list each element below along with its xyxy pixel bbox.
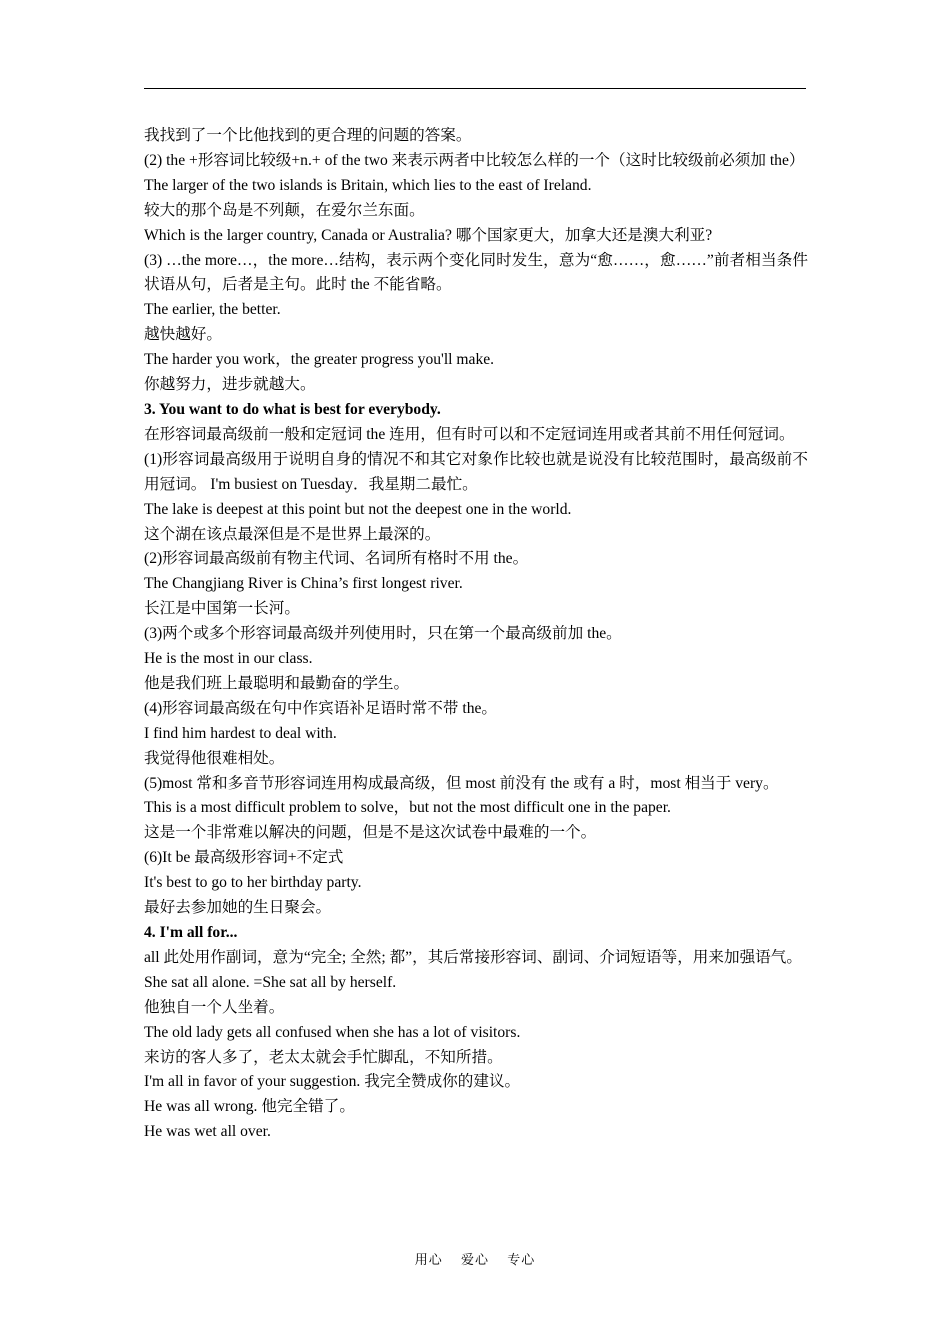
text-line: (2) the +形容词比较级+n.+ of the two 来表示两者中比较怎么样的一个（这时比较级前必须加 the） [144, 151, 805, 169]
section-heading: 4. I'm all for... [144, 924, 238, 941]
text-line: 来访的客人多了，老太太就会手忙脚乱，不知所措。 [144, 1048, 503, 1066]
text-line: 你越努力，进步就越大。 [144, 376, 316, 394]
document-body [144, 124, 808, 1145]
text-line: The earlier, the better. [144, 301, 281, 319]
text-line: 他是我们班上最聪明和最勤奋的学生。 [144, 674, 410, 692]
text-line: He was wet all over. [144, 1123, 271, 1141]
text-line: This is a most difficult problem to solve，but not the most difficult one in the paper. [144, 799, 671, 817]
text-line: 这个湖在该点最深但是不是世界上最深的。 [144, 525, 441, 543]
text-line: (1)形容词最高级用于说明自身的情况不和其它对象作比较也就是说没有比较范围时，最高级前不用冠词。 I'm busiest on Tuesday．我星期二最忙。 [144, 450, 808, 493]
text-line: He was all wrong. 他完全错了。 [144, 1098, 355, 1116]
text-line: (2)形容词最高级前有物主代词、名词所有格时不用 the。 [144, 550, 529, 568]
header-rule [144, 88, 806, 89]
text-line: (3)两个或多个形容词最高级并列使用时，只在第一个最高级前加 the。 [144, 625, 622, 643]
text-line: The Changjiang River is China’s first longest river. [144, 575, 463, 593]
text-line: 我找到了一个比他找到的更合理的问题的答案。 [144, 127, 472, 144]
text-line: 这是一个非常难以解决的问题，但是不是这次试卷中最难的一个。 [144, 824, 597, 842]
text-line: I find him hardest to deal with. [144, 724, 337, 742]
text-line: He is the most in our class. [144, 650, 313, 668]
text-line: The harder you work，the greater progress you'll make. [144, 351, 495, 369]
text-line: 越快越好。 [144, 326, 222, 344]
text-line: 较大的那个岛是不列颠，在爱尔兰东面。 [144, 201, 425, 219]
text-line: all 此处用作副词，意为“完全; 全然; 都”，其后常接形容词、副词、介词短语等，用来加强语气。 [144, 948, 802, 966]
text-line: The larger of the two islands is Britain, which lies to the east of Ireland. [144, 176, 592, 194]
text-line: Which is the larger country, Canada or Australia? 哪个国家更大，加拿大还是澳大利亚? [144, 226, 713, 244]
text-line: (3) …the more…，the more…结构，表示两个变化同时发生，意为“愈……，愈……”前者相当条件状语从句，后者是主句。此时 the 不能省略。 [144, 251, 808, 294]
text-line: The lake is deepest at this point but not the deepest one in the world. [144, 500, 572, 518]
text-line: (5)most 常和多音节形容词连用构成最高级，但 most 前没有 the 或有 a 时，most 相当于 very。 [144, 774, 779, 792]
text-line: 最好去参加她的生日聚会。 [144, 899, 332, 917]
text-line: 他独自一个人坐着。 [144, 998, 285, 1016]
text-line: The old lady gets all confused when she has a lot of visitors. [144, 1023, 521, 1041]
text-line: It's best to go to her birthday party. [144, 874, 362, 892]
section-heading: 3. You want to do what is best for everybody. [144, 400, 441, 418]
page-footer: 用心 爱心 专心 [414, 1252, 536, 1267]
text-line: I'm all in favor of your suggestion. 我完全赞成你的建议。 [144, 1073, 521, 1091]
text-line: (6)It be 最高级形容词+不定式 [144, 849, 344, 867]
text-line: 长江是中国第一长河。 [144, 600, 300, 618]
text-line: (4)形容词最高级在句中作宾语补足语时常不带 the。 [144, 699, 498, 717]
text-line: 在形容词最高级前一般和定冠词 the 连用，但有时可以和不定冠词连用或者其前不用任何冠词。 [144, 425, 795, 443]
text-line: 我觉得他很难相处。 [144, 749, 285, 767]
text-line: She sat all alone. =She sat all by herself. [144, 973, 397, 991]
